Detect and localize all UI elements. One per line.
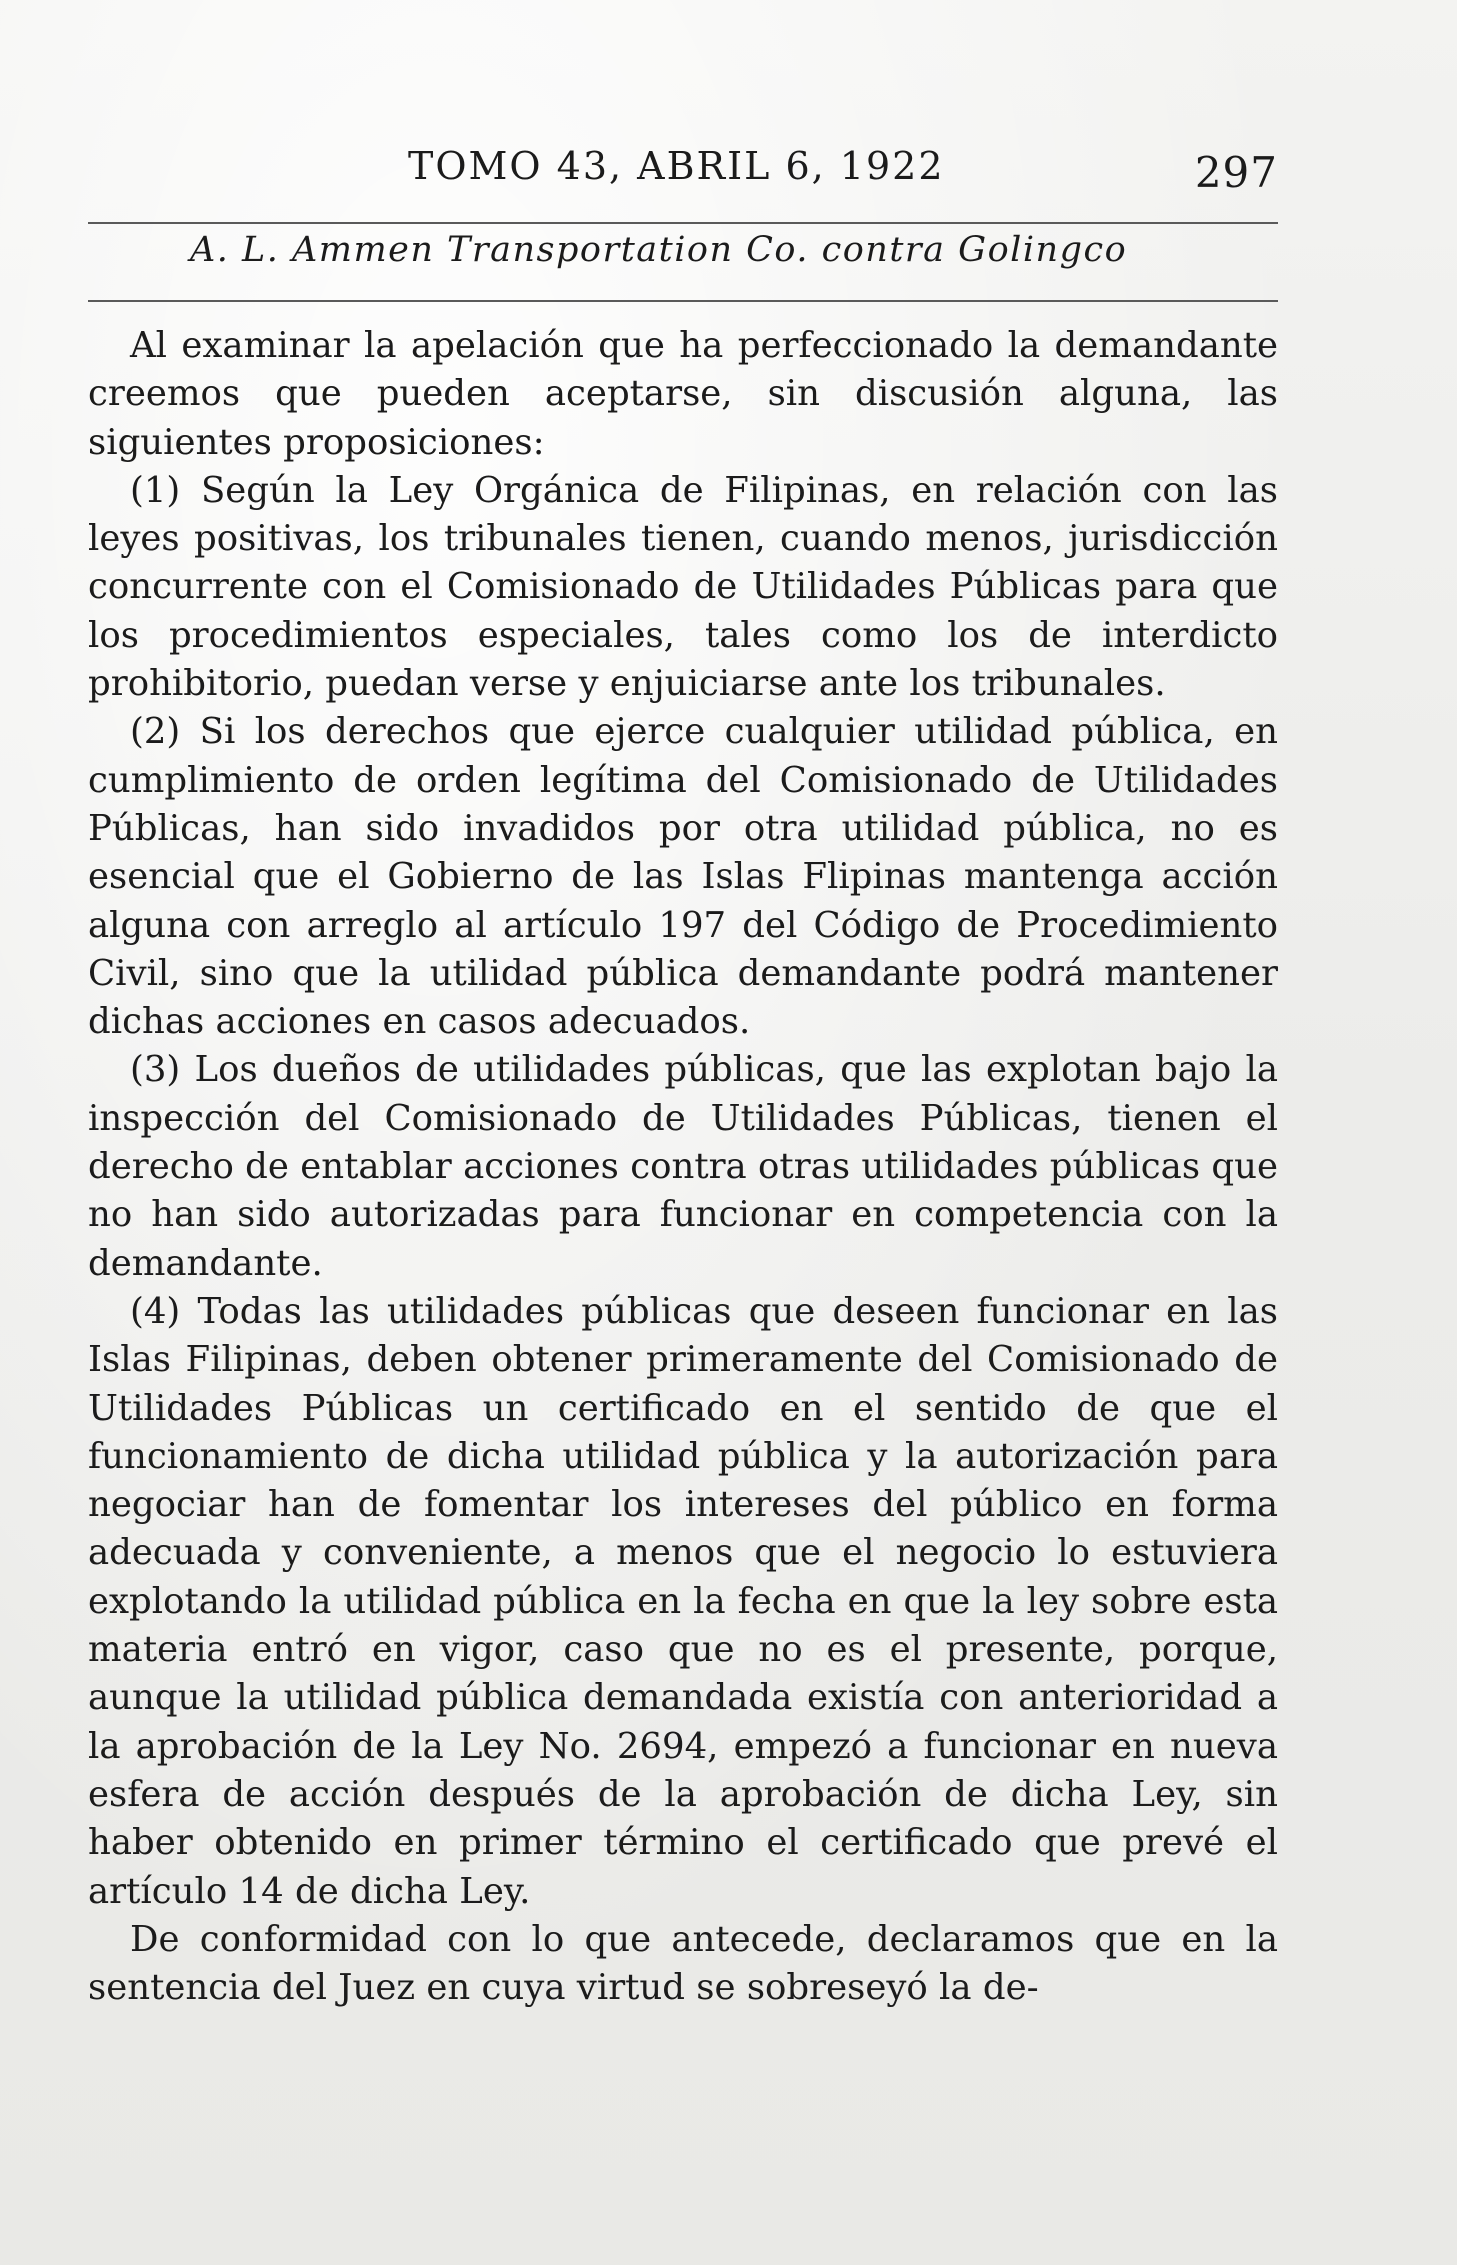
paragraph-conclusion: De conformidad con lo que antecede, declaramos que en la sentencia del Juez en cuya virtud se sobreseyó la de-: [88, 1918, 1278, 2009]
header-rule-bottom: [88, 300, 1278, 302]
paragraph-proposition-1: (1) Según la Ley Orgánica de Filipinas, en relación con las leyes positivas, los tribunales tienen, cuando menos, jurisdicción concurrente con el Comisionado de Utilidades Públicas para que los procedimientos especiales, tales como los de interdicto prohibitorio, puedan verse y enjuiciarse ante los tribunales.: [88, 469, 1278, 705]
page-header: [88, 140, 1278, 210]
paragraph-proposition-2: (2) Si los derechos que ejerce cualquier utilidad pública, en cumplimiento de orden legítima del Comisionado de Utilidades Públicas, han sido invadidos por otra utilidad pública, no es esencial que el Gobierno de las Islas Flipinas mantenga acción alguna con arreglo al artículo 197 del Código de Procedimiento Civil, sino que la utilidad pública demandante podrá mantener dichas acciones en casos adecuados.: [88, 711, 1278, 1043]
body-text: [88, 322, 1278, 2012]
paragraph-proposition-3: (3) Los dueños de utilidades públicas, que las explotan bajo la inspección del Comisionado de Utilidades Públicas, tienen el derecho de entablar acciones contra otras utilidades públicas que no han sido autorizadas para funcionar en competencia con la demandante.: [88, 1049, 1278, 1284]
header-rule-top: [88, 222, 1278, 224]
paragraph-proposition-4: (4) Todas las utilidades públicas que deseen funcionar en las Islas Filipinas, deben obtener primeramente del Comisionado de Utilidades Públicas un certificado en el sentido de que el funcionamiento de dicha utilidad pública y la autorización para negociar han de fomentar los intereses del público en forma adecuada y conveniente, a menos que el negocio lo estuviera explotando la utilidad pública en la fecha en que la ley sobre esta materia entró en vigor, caso que no es el presente, porque, aunque la utilidad pública demandada existía con anterioridad a la aprobación de la Ley No. 2694, empezó a funcionar en nueva esfera de acción después de la aprobación de dicha Ley, sin haber obtenido en primer término el certificado que prevé el artículo 14 de dicha Ley.: [88, 1290, 1278, 1912]
paragraph-intro: Al examinar la apelación que ha perfeccionado la demandante creemos que pueden aceptarse, sin discusión alguna, las siguientes proposiciones:: [88, 325, 1278, 463]
page-number: 297: [1194, 148, 1278, 197]
case-title: A. L. Ammen Transportation Co. contra Golingco: [190, 230, 1128, 270]
running-head: TOMO 43, ABRIL 6, 1922: [408, 144, 945, 188]
